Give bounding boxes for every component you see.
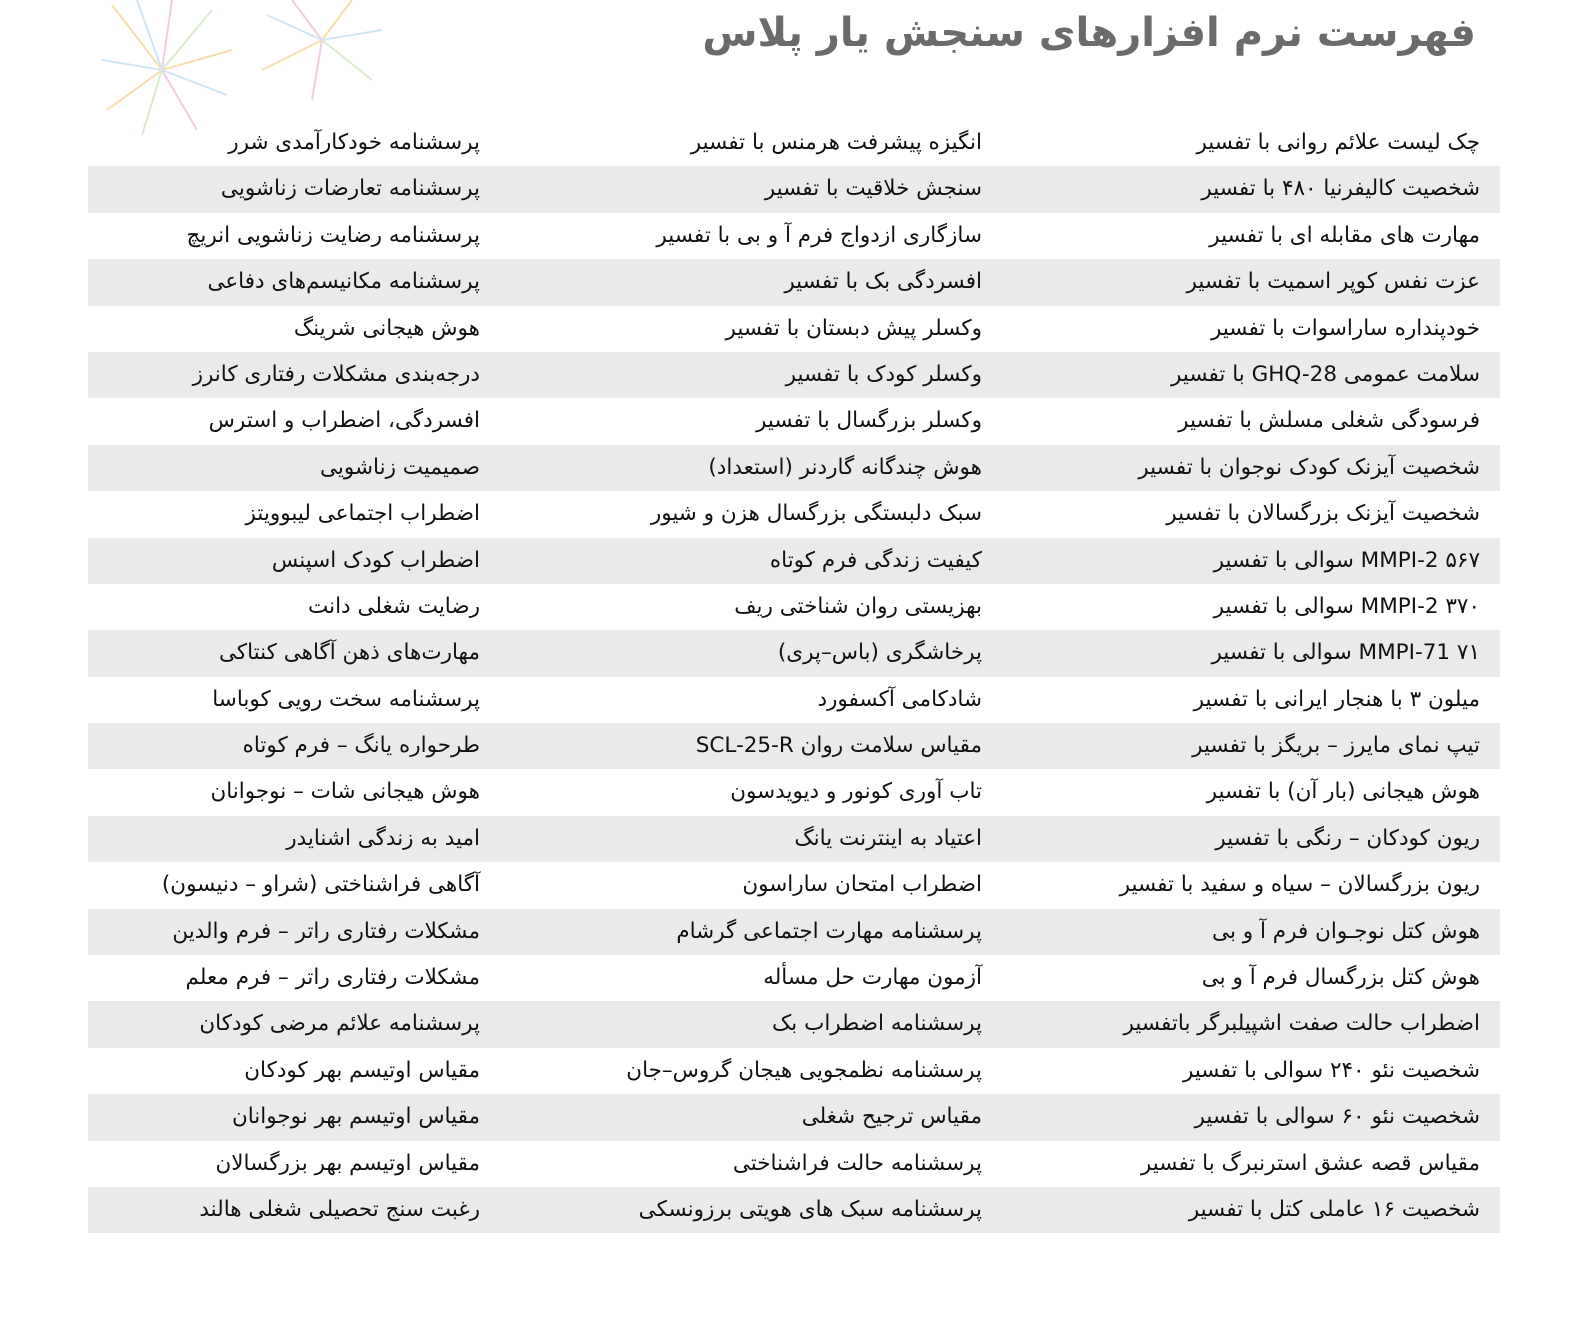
list-item: اضطراب حالت صفت اشپیلبرگر باتفسیر (1123, 1011, 1480, 1037)
list-item: مشکلات رفتاری راتر – فرم والدین (172, 918, 480, 944)
list-item: وکسلر بزرگسال با تفسیر (755, 408, 982, 434)
list-item: پرسشنامه مهارت اجتماعی گرشام (676, 918, 982, 944)
list-item: سازگاری ازدواج فرم آ و بی با تفسیر (656, 222, 982, 248)
list-item: اضطراب اجتماعی لیبوویتز (245, 501, 480, 527)
list-row (88, 630, 1500, 676)
list-item: وکسلر پیش دبستان با تفسیر (725, 315, 982, 341)
list-item: درجه‌بندی مشکلات رفتاری کانرز (192, 361, 480, 387)
list-item: رضایت شغلی دانت (307, 593, 480, 619)
list-item: MMPI-71 ۷۱ سوالی با تفسیر (1211, 640, 1480, 666)
list-item: هوش کتل بزرگسال فرم آ و بی (1201, 965, 1480, 991)
list-item: پرسشنامه خودکارآمدی شرر (228, 130, 480, 155)
list-item: سلامت عمومی GHQ-28 با تفسیر (1170, 361, 1480, 387)
list-item: هوش هیجانی شات – نوجوانان (210, 779, 480, 805)
list-item: خودپنداره ساراسوات با تفسیر (1210, 315, 1480, 341)
list-item: مقیاس اوتیسم بهر نوجوانان (231, 1104, 480, 1130)
list-item: ریون کودکان – رنگی با تفسیر (1215, 825, 1480, 851)
list-row (88, 491, 1500, 537)
list-item: شخصیت آیزنک کودک نوجوان با تفسیر (1138, 454, 1480, 480)
list-row (88, 166, 1500, 212)
list-item: پرخاشگری (باس–پری) (777, 640, 982, 666)
list-item: مهارت های مقابله ای با تفسیر (1209, 222, 1480, 248)
list-item: پرسشنامه حالت فراشناختی (732, 1150, 982, 1176)
list-item: شخصیت کالیفرنیا ۴۸۰ با تفسیر (1201, 176, 1480, 202)
list-item: پرسشنامه رضایت زناشویی انریچ (186, 222, 480, 248)
list-item: طرحواره یانگ – فرم کوتاه (242, 733, 480, 759)
list-item: افسردگی بک با تفسیر (784, 269, 982, 295)
list-item: مقیاس اوتیسم بهر کودکان (244, 1057, 480, 1083)
list-item: شخصیت آیزنک بزرگسالان با تفسیر (1166, 501, 1480, 527)
list-item: شخصیت نئو ۶۰ سوالی با تفسیر (1194, 1104, 1480, 1130)
list-item: میلون ۳ با هنجار ایرانی با تفسیر (1193, 686, 1480, 712)
list-item: شادکامی آکسفورد (817, 686, 982, 712)
list-item: پرسشنامه نظمجویی هیجان گروس–جان (626, 1057, 982, 1083)
list-item: وکسلر کودک با تفسیر (785, 361, 982, 387)
list-item: پرسشنامه اضطراب بک (772, 1011, 982, 1037)
list-row (88, 398, 1500, 444)
list-item: پرسشنامه علائم مرضی کودکان (199, 1011, 480, 1037)
list-row (88, 862, 1500, 908)
list-row (88, 120, 1500, 166)
list-row (88, 816, 1500, 862)
list-row (88, 538, 1500, 584)
list-row (88, 306, 1500, 352)
page-title: فهرست نرم افزارهای سنجش یار پلاس (702, 10, 1476, 56)
list-row (88, 769, 1500, 815)
list-item: ریون بزرگسالان – سیاه و سفید با تفسیر (1119, 872, 1480, 898)
list-item: کیفیت زندگی فرم کوتاه (769, 547, 982, 573)
list-item: پرسشنامه سخت رویی کوباسا (212, 686, 480, 712)
list-item: صمیمیت زناشویی (320, 454, 480, 480)
list-item: اضطراب امتحان ساراسون (742, 872, 982, 898)
list-row (88, 955, 1500, 1001)
list-item: پرسشنامه مکانیسم‌های دفاعی (207, 269, 480, 295)
list-row (88, 259, 1500, 305)
list-item: امید به زندگی اشنایدر (286, 825, 480, 851)
list-item: شخصیت ۱۶ عاملی کتل با تفسیر (1188, 1196, 1480, 1222)
list-item: مقیاس ترجیح شغلی (801, 1104, 982, 1130)
list-item: هوش چندگانه گاردنر (استعداد) (708, 454, 982, 480)
list-row (88, 1141, 1500, 1187)
list-item: فرسودگی شغلی مسلش با تفسیر (1178, 408, 1480, 434)
list-item: مقیاس اوتیسم بهر بزرگسالان (215, 1150, 480, 1176)
list-row (88, 584, 1500, 630)
list-row (88, 1048, 1500, 1094)
list-item: شخصیت نئو ۲۴۰ سوالی با تفسیر (1182, 1057, 1480, 1083)
software-list (88, 120, 1500, 1233)
list-item: هوش کتل نوجـوان فرم آ و بی (1212, 918, 1480, 944)
list-item: MMPI-2 ۳۷۰ سوالی با تفسیر (1213, 593, 1480, 619)
list-item: اعتیاد به اینترنت یانگ (794, 825, 982, 851)
list-item: آزمون مهارت حل مسأله (763, 965, 982, 991)
list-item: تاب آوری کونور و دیویدسون (730, 779, 982, 805)
list-item: اضطراب کودک اسپنس (271, 547, 480, 573)
list-item: هوش هیجانی شرینگ (293, 315, 480, 341)
list-item: مشکلات رفتاری راتر – فرم معلم (185, 965, 480, 991)
list-item: مقیاس سلامت روان SCL-25-R (695, 733, 982, 759)
list-row (88, 1001, 1500, 1047)
list-item: آگاهی فراشناختی (شراو – دنیسون) (161, 872, 480, 898)
list-item: بهزیستی روان شناختی ریف (734, 593, 982, 619)
list-item: سنجش خلاقیت با تفسیر (764, 176, 982, 202)
list-item: عزت نفس کوپر اسمیت با تفسیر (1186, 269, 1480, 295)
list-row (88, 677, 1500, 723)
list-item: MMPI-2 ۵۶۷ سوالی با تفسیر (1213, 547, 1480, 573)
list-item: مهارت‌های ذهن آگاهی کنتاکی (218, 640, 480, 666)
list-row (88, 213, 1500, 259)
list-row (88, 909, 1500, 955)
list-item: پرسشنامه تعارضات زناشویی (220, 176, 480, 202)
list-row (88, 445, 1500, 491)
list-item: انگیزه پیشرفت هرمنس با تفسیر (690, 130, 982, 155)
list-item: افسردگی، اضطراب و استرس (208, 408, 480, 434)
list-item: هوش هیجانی (بار آن) با تفسیر (1206, 779, 1480, 805)
list-row (88, 723, 1500, 769)
list-item: تیپ نمای مایرز – بریگز با تفسیر (1192, 733, 1480, 759)
list-row (88, 352, 1500, 398)
decorative-burst-image (102, 0, 470, 140)
list-item: چک لیست علائم روانی با تفسیر (1196, 130, 1480, 155)
list-item: پرسشنامه سبک های هویتی برزونسکی (638, 1196, 982, 1222)
list-row (88, 1094, 1500, 1140)
list-item: سبک دلبستگی بزرگسال هزن و شیور (650, 501, 982, 527)
list-item: مقیاس قصه عشق استرنبرگ با تفسیر (1140, 1150, 1480, 1176)
list-row (88, 1187, 1500, 1233)
list-item: رغبت سنج تحصیلی شغلی هالند (199, 1196, 480, 1222)
